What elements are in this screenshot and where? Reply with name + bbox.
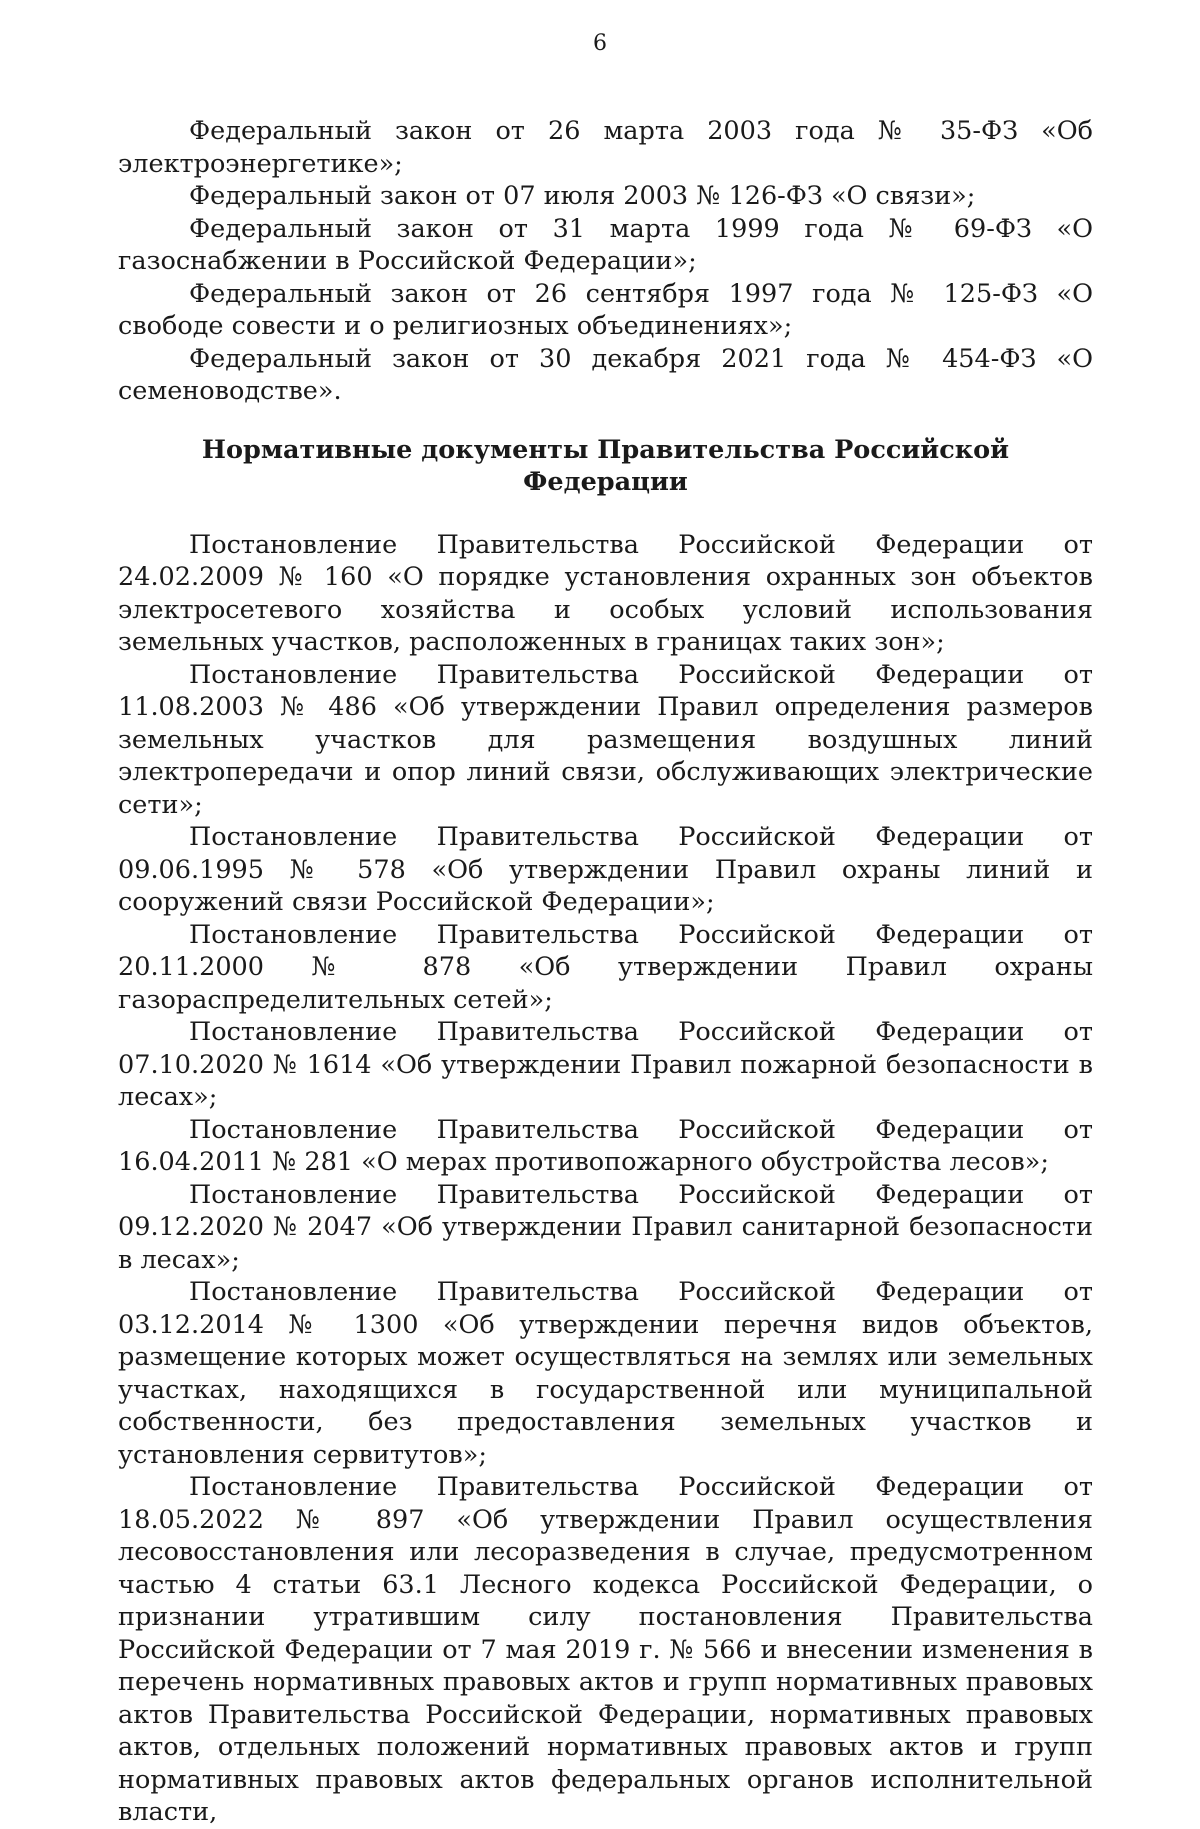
page-content [118, 115, 1093, 1829]
government-document-item: Постановление Правительства Российской Федерации от 11.08.2003 № 486 «Об утверждении Правил определения размеров земельных участков для размещения воздушных линий электропередачи и опор линий связи, обслуживающих электрические сети»; [118, 659, 1093, 820]
government-document-item: Постановление Правительства Российской Федерации от 20.11.2000 № 878 «Об утверждении Правил охраны газораспределительных сетей»; [118, 919, 1093, 1015]
page-number: 6 [593, 31, 607, 56]
federal-law-item: Федеральный закон от 07 июля 2003 № 126-ФЗ «О связи»; [189, 181, 976, 211]
federal-law-item: Федеральный закон от 26 марта 2003 года № 35-ФЗ «Об электроэнергетике»; [118, 116, 1093, 179]
federal-law-item: Федеральный закон от 30 декабря 2021 года № 454-ФЗ «О семеноводстве». [118, 343, 1093, 406]
federal-law-item: Федеральный закон от 26 сентября 1997 года № 125-ФЗ «О свободе совести и о религиозных объединениях»; [118, 278, 1093, 341]
government-document-item: Постановление Правительства Российской Федерации от 09.12.2020 № 2047 «Об утверждении Правил санитарной безопасности в лесах»; [118, 1179, 1093, 1275]
government-document-item: Постановление Правительства Российской Федерации от 16.04.2011 № 281 «О мерах противопожарного обустройства лесов»; [118, 1114, 1093, 1177]
government-document-item: Постановление Правительства Российской Федерации от 07.10.2020 № 1614 «Об утверждении Правил пожарной безопасности в лесах»; [118, 1017, 1093, 1112]
section-heading: Нормативные документы Правительства Российской Федерации [201, 434, 1010, 497]
government-document-item: Постановление Правительства Российской Федерации от 03.12.2014 № 1300 «Об утверждении перечня видов объектов, размещение которых может осуществляться на землях или земельных участках, находящихся в государственной или муниципальной собственности, без предоставления земельных участков и установления сервитутов»; [118, 1277, 1093, 1470]
government-document-item: Постановление Правительства Российской Федерации от 24.02.2009 № 160 «О порядке установления охранных зон объектов электросетевого хозяйства и особых условий использования земельных участков, расположенных в границах таких зон»; [118, 529, 1093, 657]
government-document-item: Постановление Правительства Российской Федерации от 18.05.2022 № 897 «Об утверждении Правил осуществления лесовосстановления или лесоразведения в случае, предусмотренном частью 4 статьи 63.1 Лесного кодекса Российской Федерации, о признании утратившим силу постановления Правительства Российской Федерации от 7 мая 2019 г. № 566 и внесении изменения в перечень нормативных правовых актов и групп нормативных правовых актов Правительства Российской Федерации, нормативных правовых актов, отдельных положений нормативных правовых актов и групп нормативных правовых актов федеральных органов исполнительной власти, [118, 1472, 1093, 1827]
government-document-item: Постановление Правительства Российской Федерации от 09.06.1995 № 578 «Об утверждении Правил охраны линий и сооружений связи Российской Федерации»; [118, 822, 1093, 917]
federal-law-item: Федеральный закон от 31 марта 1999 года № 69-ФЗ «О газоснабжении в Российской Федерации»; [118, 213, 1093, 276]
